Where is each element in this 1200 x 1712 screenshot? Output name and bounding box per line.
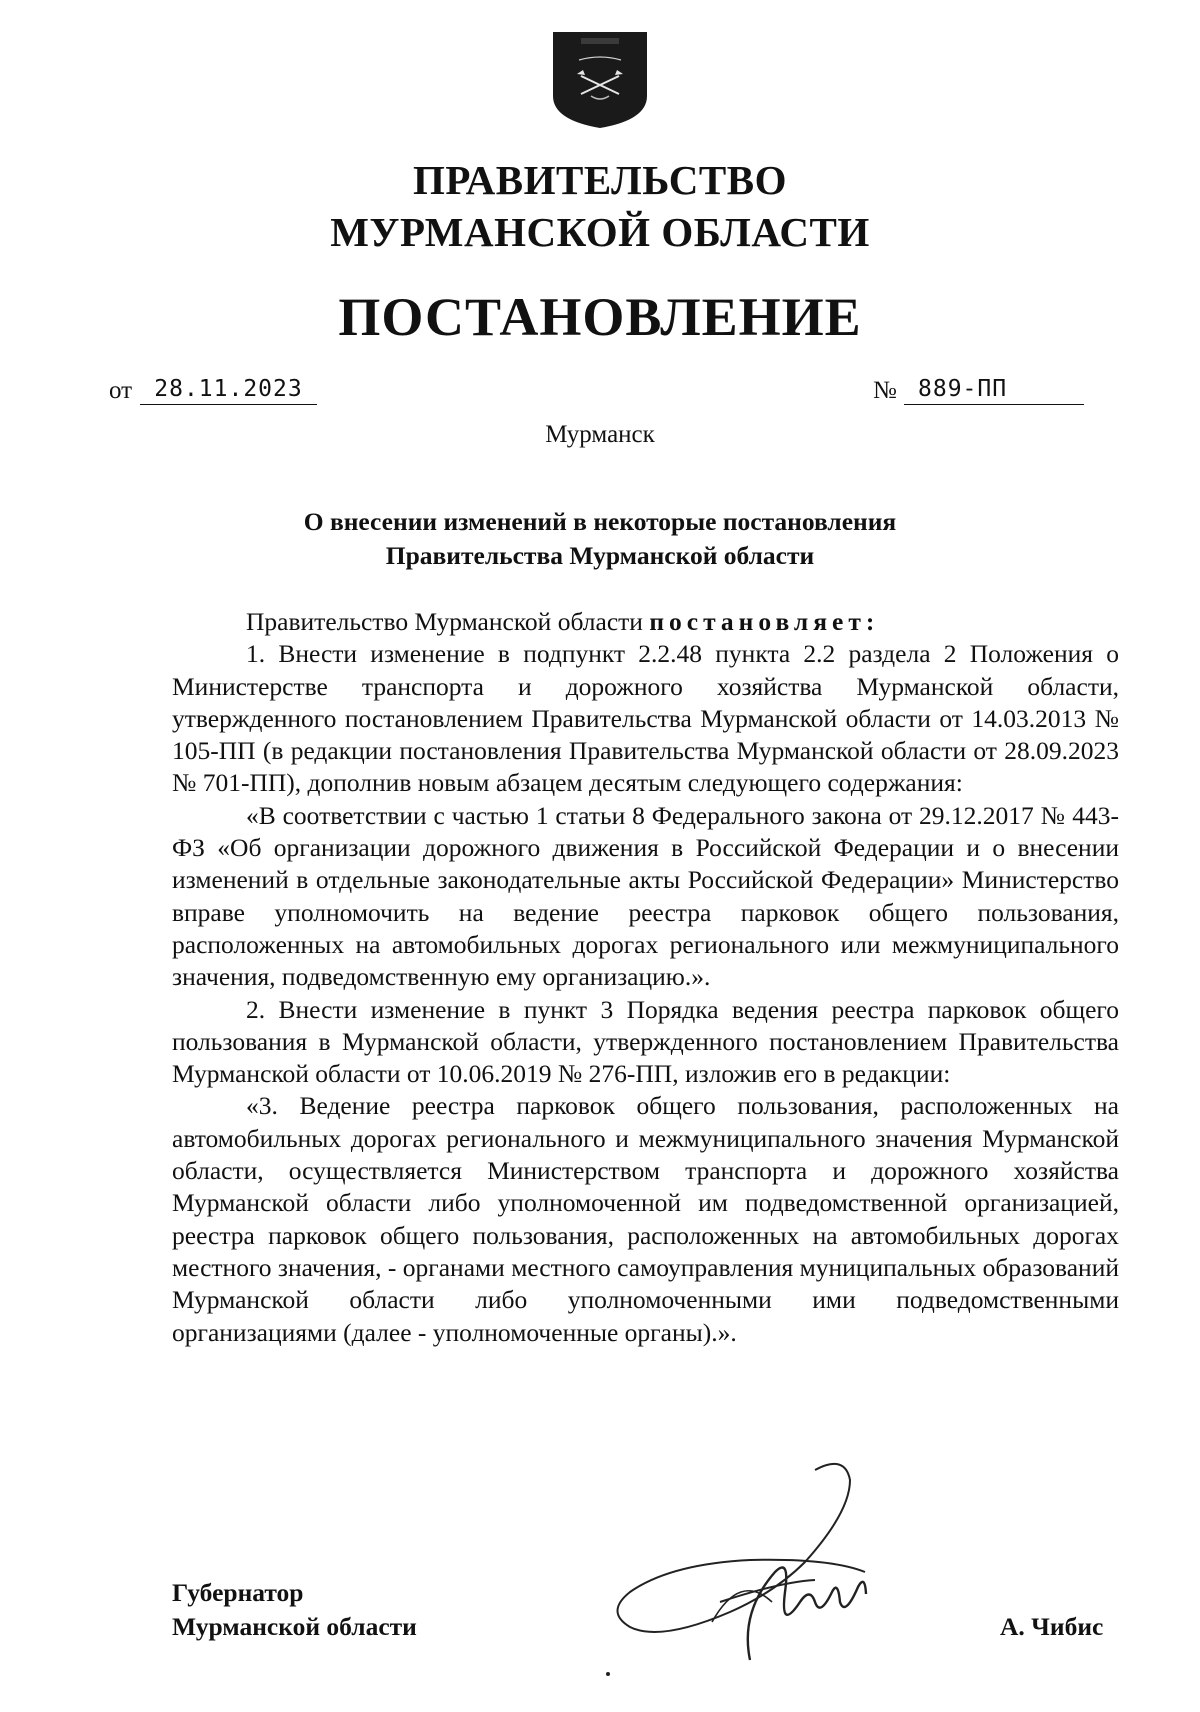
subject-line1: О внесении изменений в некоторые постановления	[303, 507, 897, 536]
signatory-title-line1: Губернатор	[172, 1578, 304, 1607]
preamble	[172, 606, 1119, 638]
paragraph-1-quote: «В соответствии с частью 1 статьи 8 Федерального закона от 29.12.2017 № 443-ФЗ «Об организации дорожного движения в Российской Федерации и о внесении изменений в отдельные законодательные акты Российской Федерации» Министерство вправе уполномочить на ведение реестра парковок общего пользования, расположенных на автомобильных дорогах регионального или межмуниципального значения, подведомственную ему организацию.».	[172, 800, 1119, 992]
paragraph-2-quote: «3. Ведение реестра парковок общего пользования, расположенных на автомобильных дорогах регионального и межмуниципального значения Мурманской области, осуществляется Министерством транспорта и дорожного хозяйства Мурманской области либо уполномоченной им подведомственной организацией, реестра парковок общего пользования, расположенных на автомобильных дорогах местного значения, - органами местного самоуправления муниципальных образований Мурманской области либо уполномоченными ими подведомственными организациями (далее - уполномоченные органы).».	[172, 1091, 1119, 1347]
subject-line2: Правительства Мурманской области	[385, 541, 815, 570]
preamble-text: Правительство Мурманской области	[246, 607, 650, 636]
number-label: №	[873, 377, 897, 404]
paragraph-1: 1. Внести изменение в подпункт 2.2.48 пункта 2.2 раздела 2 Положения о Министерстве транспорта и дорожного хозяйства Мурманской области, утвержденного постановлением Правительства Мурманской области от 14.03.2013 № 105-ПП (в редакции постановления Правительства Мурманской области от 28.09.2023 № 701-ПП), дополнив новым абзацем десятым следующего содержания:	[172, 639, 1119, 798]
signatory-title	[172, 1576, 417, 1644]
document-number: 889-ПП	[904, 374, 1084, 405]
document-body	[172, 606, 1119, 1349]
crest-icon	[551, 30, 649, 130]
city: Мурманск	[545, 421, 655, 448]
org-name-line2: МУРМАНСКОЙ ОБЛАСТИ	[330, 209, 870, 255]
preamble-emphasis: постановляет:	[649, 607, 880, 636]
document-subject	[0, 505, 1200, 573]
signatory-name: А. Чибис	[1000, 1612, 1104, 1641]
date-label: от	[109, 377, 133, 404]
document-type: ПОСТАНОВЛЕНИЕ	[338, 287, 862, 347]
org-name-line1: ПРАВИТЕЛЬСТВО	[412, 157, 788, 203]
signatory-title-line2: Мурманской области	[172, 1612, 417, 1641]
handwritten-signature	[600, 1452, 930, 1677]
paragraph-2: 2. Внести изменение в пункт 3 Порядка ведения реестра парковок общего пользования в Мурманской области, утвержденного постановлением Правительства Мурманской области от 10.06.2019 № 276-ПП, изложив его в редакции:	[172, 994, 1119, 1089]
document-date: 28.11.2023	[140, 374, 317, 405]
